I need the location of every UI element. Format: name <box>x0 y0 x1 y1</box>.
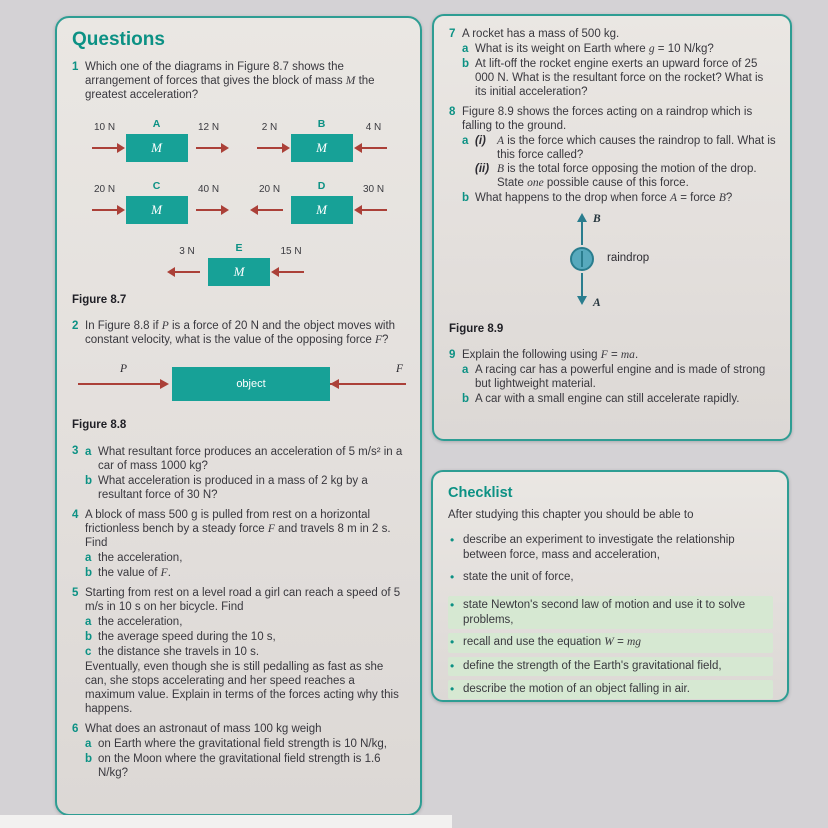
force-value-label: 20 N <box>258 184 281 196</box>
question-2 <box>72 319 406 347</box>
force-arrow-icon <box>92 147 118 149</box>
question-number: 5 <box>72 587 79 600</box>
bullet-icon: • <box>450 533 455 548</box>
force-arrow-icon <box>278 271 304 273</box>
figure-8-7-caption: Figure 8.7 <box>72 294 127 307</box>
sub-item <box>462 42 776 56</box>
sub-item <box>85 551 406 565</box>
force-diagram-e <box>169 242 309 286</box>
figure-8-9 <box>449 211 776 315</box>
force-arrow-icon <box>196 147 222 149</box>
roman-numeral-label: (ii) <box>475 163 490 176</box>
questions-panel-continued <box>432 14 792 441</box>
object-block <box>172 367 330 401</box>
sub-item <box>462 191 776 205</box>
question-text: Explain the following using F = ma. <box>462 349 639 362</box>
checklist-item <box>448 568 773 587</box>
force-value-label: 40 N <box>197 184 220 196</box>
sub-item-text: What resultant force produces an acceleration of 5 m/s² in a car of mass 1000 kg? <box>98 446 403 473</box>
sub-item-text: the distance she travels in 10 s. <box>98 646 260 659</box>
force-diagram-b <box>252 118 392 162</box>
sub-item-letter: b <box>85 753 93 766</box>
roman-numeral-label: (i) <box>475 135 486 148</box>
question-text: What does an astronaut of mass 100 kg weigh <box>85 723 322 736</box>
sub-item-letter: b <box>85 475 93 488</box>
left-force <box>252 184 288 224</box>
force-b-label: B <box>593 213 601 226</box>
question-7 <box>449 27 776 99</box>
checklist-panel <box>431 470 789 702</box>
question-number: 8 <box>449 106 456 119</box>
force-diagram-d <box>252 180 392 224</box>
diagram-letter: C <box>152 180 161 193</box>
force-a-label: A <box>593 297 601 310</box>
force-value-label: 3 N <box>179 246 195 258</box>
checklist-item <box>448 633 773 652</box>
sub-item-text: At lift-off the rocket engine exerts an upward force of 25 000 N. What is the resultant force on the rocket? What is its initial acceleration? <box>475 58 764 99</box>
checklist-item-text: state Newton's second law of motion and use it to solve problems, <box>463 599 746 626</box>
sub-item-roman-i <box>475 134 776 162</box>
mass-block: M <box>291 134 353 162</box>
sub-item <box>85 445 406 473</box>
diagram-letter: B <box>317 118 326 131</box>
bullet-icon: • <box>450 635 455 650</box>
checklist-title: Checklist <box>448 485 513 501</box>
object-label: object <box>236 378 266 391</box>
sub-item-letter: b <box>462 192 470 205</box>
sub-item-text: on the Moon where the gravitational field strength is 1.6 N/kg? <box>98 753 381 780</box>
diagram-letter: D <box>317 180 326 193</box>
sub-item-text: A is the force which causes the raindrop to fall. What is this force called? <box>497 135 776 162</box>
question-number: 6 <box>72 723 79 736</box>
left-force <box>169 246 205 286</box>
mass-block: M <box>126 196 188 224</box>
force-f-label: F <box>396 363 404 376</box>
sub-item-text: on Earth where the gravitational field strength is 10 N/kg, <box>98 738 387 751</box>
sub-item <box>462 363 776 391</box>
sub-item-letter: a <box>462 364 469 377</box>
question-5 <box>72 586 406 716</box>
question-1 <box>72 60 406 102</box>
bullet-icon: • <box>450 681 455 696</box>
force-arrow-icon <box>196 209 222 211</box>
sub-item-letter: a <box>462 135 469 148</box>
sub-item-letter: a <box>85 446 92 459</box>
checklist-item <box>448 531 773 564</box>
force-value-label: 4 N <box>365 122 382 134</box>
mass-block: M <box>126 134 188 162</box>
question-6 <box>72 722 406 780</box>
checklist-item <box>448 657 773 676</box>
question-4 <box>72 508 406 580</box>
sub-item <box>85 737 406 751</box>
figure-8-8 <box>72 355 406 411</box>
sub-item-letter: b <box>85 631 93 644</box>
force-arrow-icon <box>92 209 118 211</box>
sub-item-text: What happens to the drop when force A = force B? <box>475 192 733 205</box>
sub-item <box>85 566 406 580</box>
checklist-item <box>448 596 773 629</box>
sub-item-text: the value of F. <box>98 567 171 580</box>
sub-item-letter: a <box>85 552 92 565</box>
force-diagram-a <box>87 118 227 162</box>
question-text: A rocket has a mass of 500 kg. <box>462 28 620 40</box>
sub-item <box>462 57 776 99</box>
sub-item <box>85 645 406 659</box>
raindrop-label: raindrop <box>607 252 650 265</box>
force-line-left <box>78 383 166 385</box>
sub-item-letter: a <box>462 43 469 56</box>
question-9 <box>449 348 776 406</box>
sub-item-letter: b <box>462 58 470 71</box>
question-text: Which one of the diagrams in Figure 8.7 shows the arrangement of forces that gives the block of mass M the greatest acceleration? <box>85 61 375 102</box>
question-text: Starting from rest on a level road a girl can reach a speed of 5 m/s in 10 s on her bicycle. Find <box>85 587 401 614</box>
sub-item-text: the average speed during the 10 s, <box>98 631 276 644</box>
right-force <box>273 246 309 286</box>
arrowhead-right-icon <box>160 379 169 389</box>
question-number: 2 <box>72 320 79 333</box>
sub-item-text: A racing car has a powerful engine and is made of strong but lightweight material. <box>475 364 766 391</box>
questions-title: Questions <box>72 29 165 50</box>
sub-item-text: the acceleration, <box>98 552 183 565</box>
sub-item <box>85 615 406 629</box>
up-arrow-icon <box>581 221 583 245</box>
checklist-item-text: describe an experiment to investigate the relationship between force, mass and acceleration, <box>463 534 735 561</box>
sub-item-letter: b <box>85 567 93 580</box>
sub-item-text: the acceleration, <box>98 616 183 629</box>
right-force <box>356 184 392 224</box>
force-value-label: 10 N <box>93 122 116 134</box>
sub-item <box>462 392 776 406</box>
checklist-item <box>448 680 773 699</box>
checklist-intro: After studying this chapter you should be able to <box>448 509 694 521</box>
checklist-item-text: define the strength of the Earth's gravitational field, <box>463 659 722 672</box>
raindrop-circle <box>570 247 594 271</box>
sub-item-letter: c <box>85 646 92 659</box>
force-arrow-icon <box>361 209 387 211</box>
question-8 <box>449 105 776 205</box>
question-text: Figure 8.9 shows the forces acting on a raindrop which is falling to the ground. <box>462 106 753 133</box>
checklist-item-text: state the unit of force, <box>463 571 574 584</box>
force-value-label: 15 N <box>280 246 302 258</box>
bullet-icon: • <box>450 570 455 585</box>
bullet-icon: • <box>450 658 455 673</box>
sub-item <box>462 134 776 190</box>
force-arrow-icon <box>257 209 283 211</box>
right-force <box>356 122 392 162</box>
question-3 <box>72 444 406 502</box>
sub-item-letter: b <box>462 393 470 406</box>
figure-8-7 <box>74 118 404 286</box>
left-force <box>87 122 123 162</box>
sub-item-text: A car with a small engine can still accelerate rapidly. <box>475 393 740 406</box>
diagram-letter: A <box>152 118 161 131</box>
sub-item <box>85 752 406 780</box>
sub-item <box>85 474 406 502</box>
sub-item-letter: a <box>85 738 92 751</box>
bullet-icon: • <box>450 598 455 613</box>
force-arrow-icon <box>257 147 283 149</box>
checklist-item-text: recall and use the equation W = mg <box>463 636 642 649</box>
question-text: Eventually, even though she is still pedalling as fast as she can, she stops accelerating and her speed reaches a maximum value. Explain in terms of the forces acting why this happens. <box>85 661 399 716</box>
questions-panel <box>55 16 422 816</box>
force-p-label: P <box>120 363 128 376</box>
right-force <box>191 184 227 224</box>
sub-item <box>85 630 406 644</box>
down-arrow-icon <box>581 273 583 297</box>
force-diagram-c <box>87 180 227 224</box>
right-force <box>191 122 227 162</box>
checklist-item-text: describe the motion of an object falling in air. <box>463 682 690 695</box>
question-number: 7 <box>449 28 456 40</box>
sub-item-roman-ii <box>475 162 776 190</box>
question-number: 4 <box>72 509 79 522</box>
question-number: 1 <box>72 61 79 73</box>
mass-block: M <box>208 258 270 286</box>
sub-item-text: B is the total force opposing the motion of the drop. State one possible cause of this force. <box>497 163 757 190</box>
force-value-label: 20 N <box>93 184 116 196</box>
diagram-letter: E <box>235 242 243 255</box>
page-bottom-edge <box>0 815 452 828</box>
force-value-label: 30 N <box>362 184 385 196</box>
force-value-label: 2 N <box>261 122 278 134</box>
force-value-label: 12 N <box>197 122 220 134</box>
question-number: 9 <box>449 349 456 362</box>
question-text: In Figure 8.8 if P is a force of 20 N and the object moves with constant velocity, what is the value of the opposing force F? <box>85 320 396 347</box>
force-arrow-icon <box>174 271 200 273</box>
left-force <box>87 184 123 224</box>
force-arrow-icon <box>361 147 387 149</box>
sub-item-text: What acceleration is produced in a mass of 2 kg by a resultant force of 30 N? <box>98 475 368 502</box>
force-line-right <box>330 383 406 385</box>
left-force <box>252 122 288 162</box>
question-text: A block of mass 500 g is pulled from rest on a horizontal frictionless bench by a steady force F and travels 8 m in 2 s. Find <box>85 509 391 550</box>
figure-8-8-caption: Figure 8.8 <box>72 419 127 432</box>
figure-8-9-caption: Figure 8.9 <box>449 323 504 336</box>
question-number: 3 <box>72 445 79 458</box>
sub-item-text: What is its weight on Earth where g = 10 N/kg? <box>475 43 714 56</box>
sub-item-letter: a <box>85 616 92 629</box>
mass-block: M <box>291 196 353 224</box>
